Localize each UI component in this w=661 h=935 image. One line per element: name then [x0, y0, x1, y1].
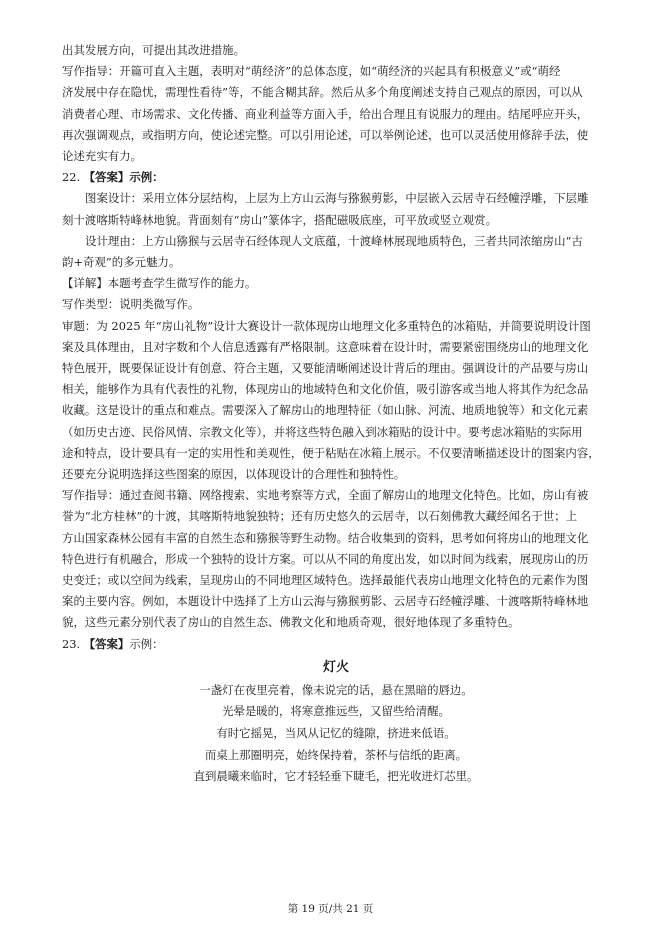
q22-answer-tag: 【答案】	[83, 170, 130, 185]
review-line: 特色展开，既要保证设计有创意、符合主题，又要能清晰阐述设计背后的理由。强调设计的产品要与房山	[62, 361, 589, 376]
q22-example-label: 示例：	[129, 170, 164, 185]
guide-line: 特色进行有机融合，形成一个独特的设计方案。可以从不同的角度出发，如以时间为线索，展现房山的历	[62, 551, 589, 566]
guide-line: 写作指导：通过查阅书籍、网络搜索、实地考察等方式，全面了解房山的地理文化特色。比如，房山有被	[62, 488, 589, 503]
question-22-section	[62, 167, 610, 633]
guide-line: 案的主要内容。例如，本题设计中选择了上方山云海与猕猴剪影、云居寺石经幢浮雕、十渡喀斯特峰林地	[62, 594, 589, 609]
text-line: 出其发展方向，可提出其改进措施。	[62, 43, 246, 57]
review-line: （如历史古迹、民俗风情、宗教文化等），并将这些特色融入到冰箱贴的设计中。要考虑冰箱贴的实际用	[62, 424, 583, 439]
question-23-section	[62, 634, 610, 788]
design-line: 刻十渡喀斯特峰林地貌。背面刻有“房山”篆体字，搭配磁吸底座，可平放或竖立观赏。	[62, 212, 498, 227]
text-line: 济发展中存在隐忧，需理性看待”等，不能含糊其辞。然后从多个角度阐述支持自己观点的原因，可以从	[62, 85, 583, 100]
poem-line: 一盏灯在夜里亮着，像未说完的话，悬在黑暗的唇边。	[199, 682, 473, 697]
guide-line: 方山国家森林公园有丰富的自然生态和猕猴等野生动物。结合收集到的资料，思考如何将房山的地理文化	[62, 530, 589, 545]
page-number-footer: 第 19 页/共 21 页	[287, 903, 374, 915]
poem-title: 灯火	[322, 659, 349, 675]
guide-line: 貌，这些元素分别代表了房山的自然生态、佛教文化和地质奇观，很好地体现了多重特色。	[62, 615, 520, 630]
intro-section	[62, 40, 610, 167]
document-page	[62, 40, 610, 788]
q22-answer-heading	[62, 167, 610, 188]
q23-number: 23.	[62, 636, 81, 651]
poem-line: 直到晨曦来临时，它才轻轻垂下睫毛，把光收进灯芯里。	[193, 769, 479, 784]
q23-answer-heading	[62, 634, 610, 655]
review-line: 还要充分说明选择这些图案的原因，以体现设计的合理性和独特性。	[62, 467, 406, 482]
review-line: 案及具体理由，且对字数和个人信息透露有严格限制。这意味着在设计时，需要紧密围绕房山的地理文化	[62, 339, 589, 354]
guide-line: 史变迁；或以空间为线索，呈现房山的不同地理区域特色。选择最能代表房山地理文化特色的元素作为图	[62, 573, 589, 588]
reason-line: 设计理由：上方山猕猴与云居寺石经体现人文底蕴，十渡峰林展现地质特色，三者共同浓缩房山“古	[85, 233, 583, 248]
text-line: 论述充实有力。	[62, 149, 143, 164]
review-line: 相关，能够作为具有代表性的礼物，体现房山的地域特色和文化价值，吸引游客或当地人将其作为纪念品	[62, 382, 589, 397]
writing-type-line: 写作类型：说明类微写作。	[62, 297, 200, 312]
poem-line: 光晕是暖的，将寒意推远些，又留些给清醒。	[222, 704, 450, 719]
q22-number: 22.	[62, 170, 81, 185]
guide-line: 誉为“北方桂林”的十渡，其喀斯特地貌独特；还有历史悠久的云居寺，以石刻佛教大藏经闻名于世；上	[62, 509, 578, 524]
poem-line: 而桌上那圈明亮，始终保持着，茶杯与信纸的距离。	[205, 747, 467, 762]
reason-line: 韵+奇观”的多元魅力。	[62, 255, 181, 270]
q23-answer-tag: 【答案】	[83, 636, 130, 651]
text-line: 消费者心理、市场需求、文化传播、商业利益等方面入手，给出合理且有说服力的理由。结尾呼应开头，	[62, 106, 589, 121]
review-line: 收藏。这是设计的重点和难点。需要深入了解房山的地理特征（如山脉、河流、地质地貌等）和文化元素	[62, 403, 589, 418]
design-line: 图案设计：采用立体分层结构，上层为上方山云海与猕猴剪影，中层嵌入云居寺石经幢浮雕，下层雕	[85, 191, 589, 206]
text-line: 再次强调观点，或指明方向，使论述完整。可以引用论述，可以举例论述，也可以灵活使用修辞手法，使	[62, 127, 589, 142]
poem-line: 有时它摇晃，当风从记忆的缝隙，挤进来低语。	[216, 726, 456, 741]
review-line: 途和特点，设计要具有一定的实用性和美观性，便于粘贴在冰箱上展示。不仅要清晰描述设计的图案内容，	[62, 445, 600, 460]
q23-example-label: 示例：	[129, 636, 164, 651]
review-line: 审题：为 2025 年“房山礼物”设计大赛设计一款体现房山地理文化多重特色的冰箱贴，并简要说明设计图	[62, 318, 591, 333]
detail-line: 【详解】本题考查学生微写作的能力。	[62, 276, 257, 291]
text-line: 写作指导：开篇可直入主题，表明对“萌经济”的总体态度，如“萌经济的兴起具有积极意义”或“萌经	[62, 64, 561, 79]
